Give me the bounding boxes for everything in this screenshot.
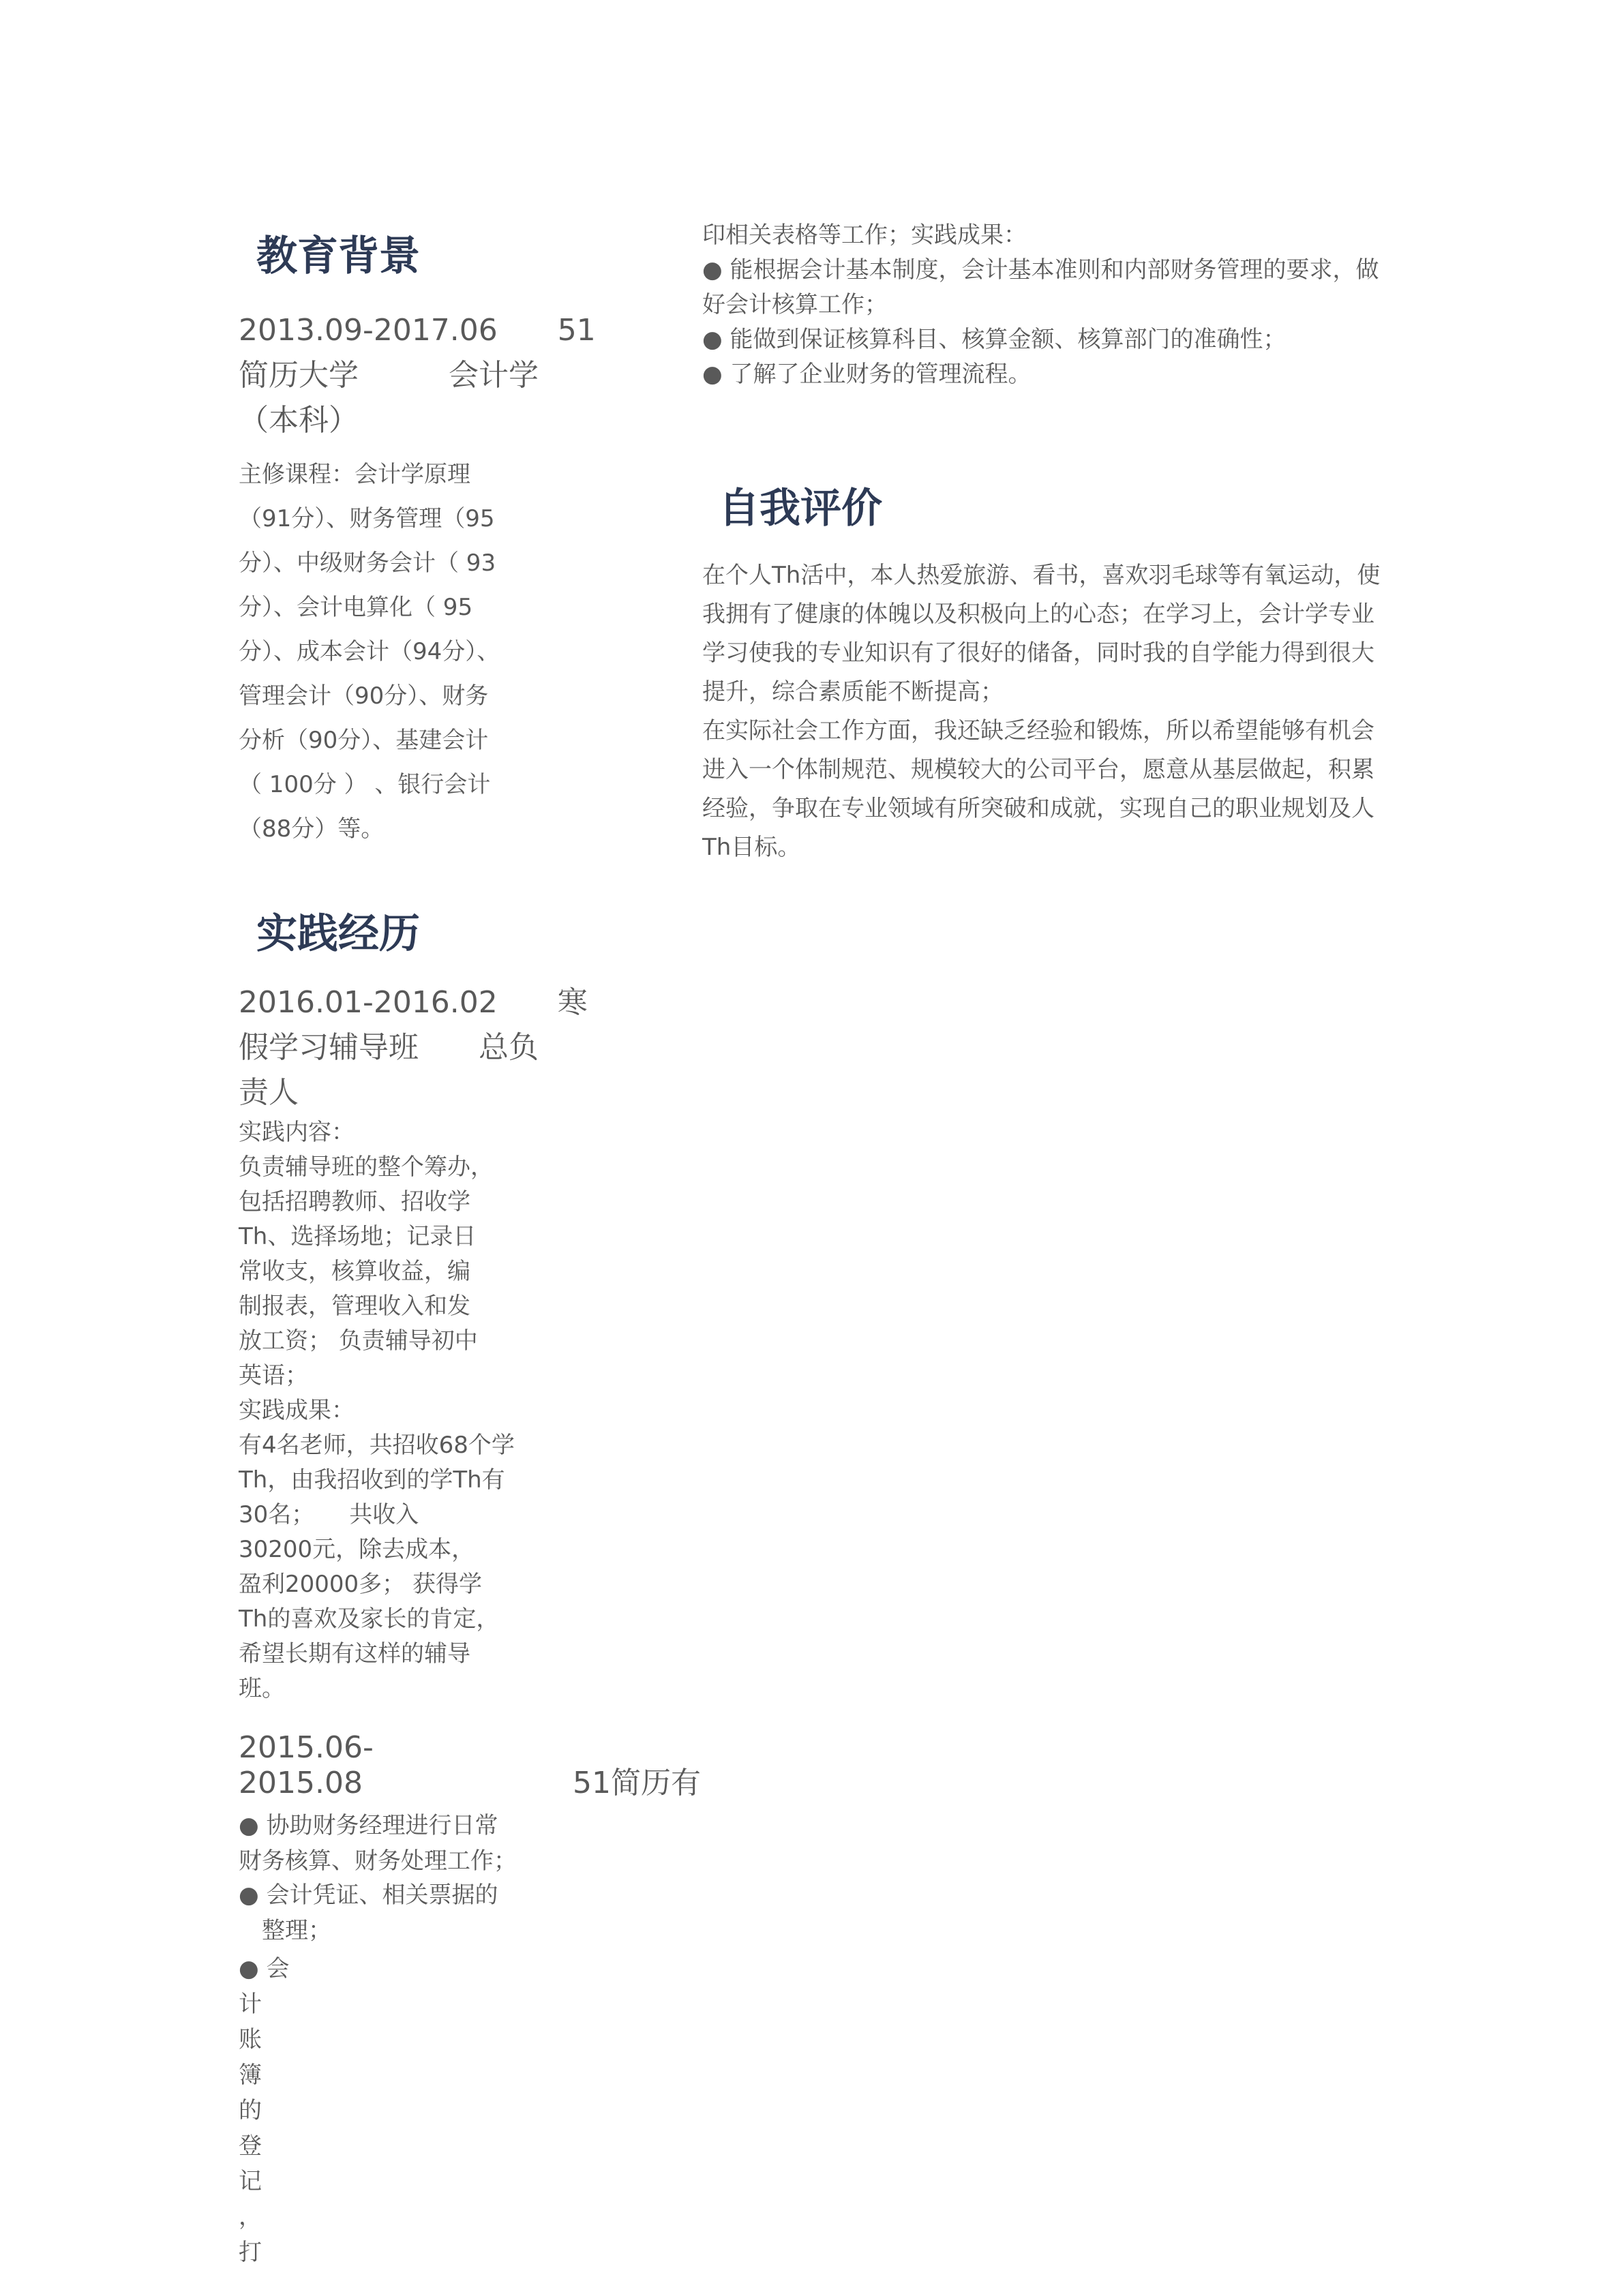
item1-body-line: 希望长期有这样的辅导 — [239, 1640, 470, 1667]
item1-body-line: 有4名老师，共招收68个学 — [239, 1432, 515, 1459]
courses-line: （ 100分 ） 、银行会计 — [239, 771, 491, 798]
evaluation-line: Th目标。 — [702, 834, 801, 861]
continued-bullet1-line: ● 能根据会计基本制度，会计基本准则和内部财务管理的要求，做 — [702, 256, 1379, 284]
item1-body-line: 30名； 共收入 — [239, 1501, 419, 1528]
practice-item2-bullet2 — [239, 1877, 498, 1948]
item1-header-line: 责人 — [239, 1075, 299, 1110]
education-line: 2013.09-2017.06 51 — [239, 313, 596, 348]
practice-continued — [702, 218, 1379, 392]
bullet-char: 登 — [239, 2132, 262, 2160]
item1-body-line: 包括招聘教师、招收学 — [239, 1188, 470, 1215]
bullet-char: 的 — [239, 2097, 262, 2124]
practice-item2-header — [239, 1730, 701, 1801]
courses-line: 管理会计（90分）、财务 — [239, 682, 489, 710]
item1-body-line: Th、选择场地；记录日 — [239, 1223, 477, 1250]
item1-body-line: 班。 — [239, 1675, 285, 1702]
practice-item1-body — [239, 1115, 515, 1706]
practice-item2-bullet3 — [239, 1951, 289, 2270]
practice-heading: 实践经历 — [256, 910, 420, 958]
item1-body-line: 英语； — [239, 1362, 308, 1389]
courses-line: 分析（90分）、基建会计 — [239, 727, 489, 754]
bullet-char: 记 — [239, 2168, 262, 2195]
bullet-line: 财务核算、财务处理工作； — [239, 1847, 517, 1875]
evaluation-line: 在实际社会工作方面，我还缺乏经验和锻炼，所以希望能够有机会 — [702, 717, 1374, 744]
item1-body-line: 实践内容： — [239, 1119, 355, 1146]
continued-bullet2: ● 能做到保证核算科目、核算金额、核算部门的准确性； — [702, 326, 1287, 353]
bullet-char: 账 — [239, 2026, 262, 2053]
item1-body-line: 实践成果： — [239, 1397, 355, 1424]
bullet-line: ● 会计凭证、相关票据的 — [239, 1882, 498, 1909]
bullet-char: 打 — [239, 2239, 262, 2266]
education-date-school — [239, 308, 596, 443]
continued-bullet3: ● 了解了企业财务的管理流程。 — [702, 361, 1032, 388]
self-evaluation-heading: 自我评价 — [719, 485, 882, 532]
bullet-line: 整理； — [239, 1917, 331, 1944]
item1-body-line: Th，由我招收到的学Th有 — [239, 1466, 505, 1494]
evaluation-line: 在个人Th活中，本人热爱旅游、看书，喜欢羽毛球等有氧运动，使 — [702, 562, 1381, 589]
bullet-char: ● 会 — [239, 1955, 290, 1982]
bullet-char: 计 — [239, 1991, 262, 2018]
item1-body-line: 制报表，管理收入和发 — [239, 1293, 470, 1320]
continued-intro: 印相关表格等工作；实践成果： — [702, 222, 1027, 249]
evaluation-line: 提升，综合素质能不断提高； — [702, 678, 1004, 706]
item1-header-line: 2016.01-2016.02 寒 — [239, 985, 588, 1020]
bullet-char: 簿 — [239, 2061, 262, 2089]
bullet-char: ， — [239, 2203, 262, 2231]
item1-body-line: 负责辅导班的整个筹办， — [239, 1153, 494, 1181]
evaluation-line: 我拥有了健康的体魄以及积极向上的心态；在学习上，会计学专业 — [702, 601, 1374, 628]
practice-item1-header — [239, 980, 588, 1115]
item1-body-line: 放工资； 负责辅导初中 — [239, 1327, 478, 1355]
item2-header-line: 2015.08 51简历有 — [239, 1766, 701, 1800]
self-evaluation-body — [702, 556, 1380, 867]
evaluation-line: 学习使我的专业知识有了很好的储备，同时我的自学能力得到很大 — [702, 639, 1374, 667]
continued-bullet1-line: 好会计核算工作； — [702, 291, 888, 318]
evaluation-line: 进入一个体制规范、规模较大的公司平台，愿意从基层做起，积累 — [702, 756, 1374, 783]
courses-line: 主修课程：会计学原理 — [239, 461, 470, 488]
education-line: 简历大学 会计学 — [239, 358, 539, 393]
education-heading: 教育背景 — [256, 232, 420, 280]
bullet-line: ● 协助财务经理进行日常 — [239, 1812, 498, 1839]
courses-line: 分）、会计电算化（ 95 — [239, 594, 473, 621]
courses-line: 分）、成本会计（94分）、 — [239, 638, 500, 665]
item1-body-line: 30200元，除去成本， — [239, 1536, 475, 1563]
education-courses — [239, 453, 500, 851]
practice-item2-bullet1 — [239, 1808, 517, 1879]
education-line: （本科） — [239, 403, 359, 438]
courses-line: （88分）等。 — [239, 815, 385, 843]
item2-header-line: 2015.06- — [239, 1730, 374, 1765]
item1-body-line: Th的喜欢及家长的肯定， — [239, 1605, 500, 1633]
courses-line: （91分）、财务管理（95 — [239, 505, 495, 532]
evaluation-line: 经验，争取在专业领域有所突破和成就，实现自己的职业规划及人 — [702, 795, 1374, 822]
item1-header-line: 假学习辅导班 总负 — [239, 1030, 539, 1065]
item1-body-line: 盈利20000多； 获得学 — [239, 1571, 482, 1598]
courses-line: 分）、中级财务会计（ 93 — [239, 549, 496, 577]
item1-body-line: 常收支，核算收益，编 — [239, 1258, 470, 1285]
